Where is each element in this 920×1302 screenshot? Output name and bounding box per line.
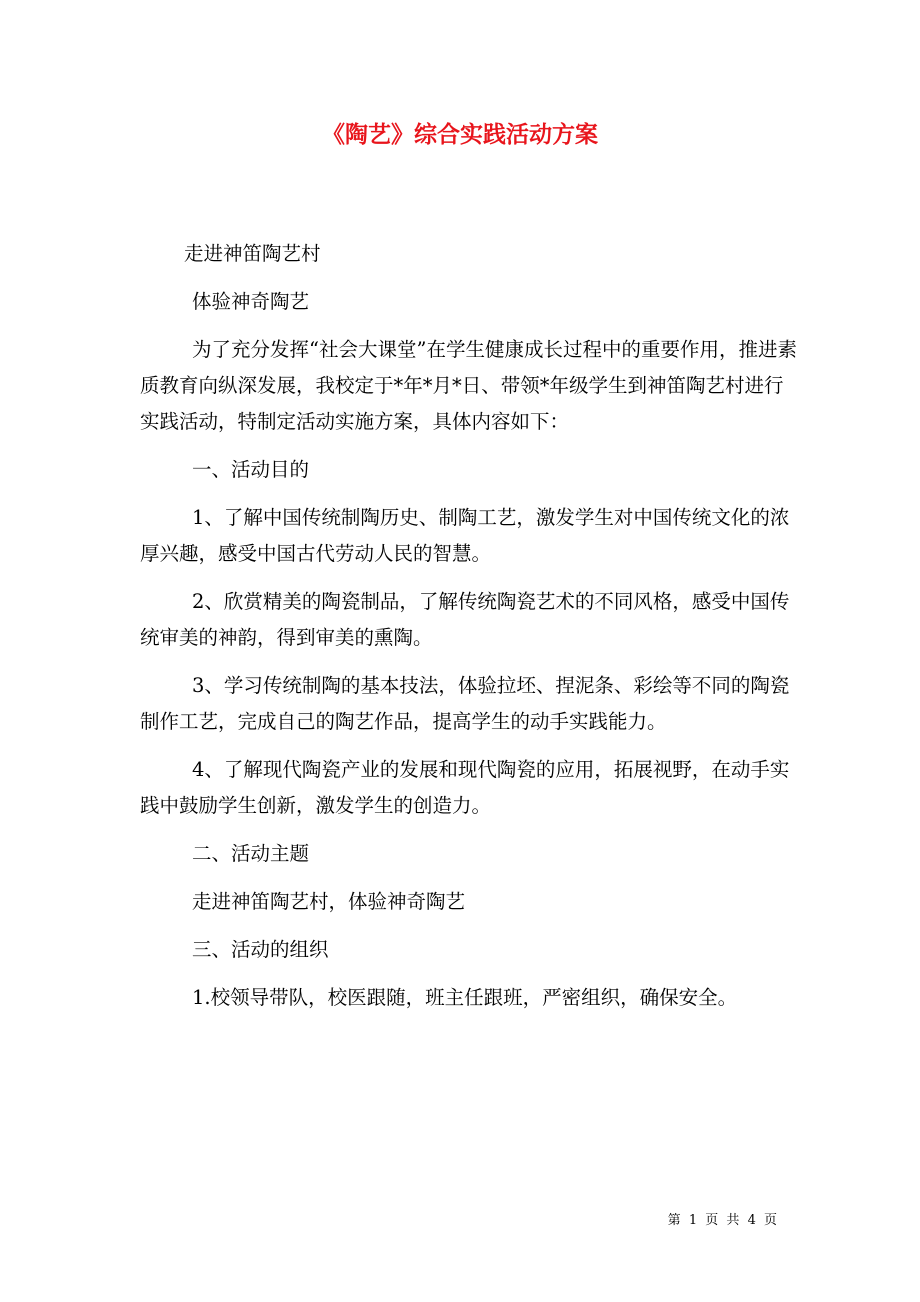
- purpose-item-2: 2、欣赏精美的陶瓷制品，了解传统陶瓷艺术的不同风格，感受中国传统审美的神韵，得到审美的熏陶。: [140, 590, 790, 649]
- footer-page-prefix: 第: [667, 1213, 681, 1228]
- subheading-experience: 体验神奇陶艺: [192, 290, 310, 313]
- theme-text: 走进神笛陶艺村，体验神奇陶艺: [192, 890, 466, 913]
- footer-total-pages: 4: [747, 1213, 756, 1228]
- section-heading-purpose: 一、活动目的: [192, 458, 310, 481]
- purpose-item-1: 1、了解中国传统制陶历史、制陶工艺，激发学生对中国传统文化的浓厚兴趣，感受中国古代劳动人民的智慧。: [140, 506, 790, 565]
- purpose-item-4: 4、了解现代陶瓷产业的发展和现代陶瓷的应用，拓展视野，在动手实践中鼓励学生创新，激发学生的创造力。: [140, 758, 790, 817]
- footer-page-number: 1: [688, 1213, 698, 1228]
- section-heading-theme: 二、活动主题: [192, 842, 310, 865]
- page-footer: [0, 1212, 779, 1230]
- footer-total-prefix: 共: [726, 1213, 740, 1228]
- section-heading-organization: 三、活动的组织: [192, 938, 329, 961]
- document-title: 《陶艺》综合实践活动方案: [322, 121, 598, 148]
- footer-total-unit: 页: [763, 1213, 777, 1228]
- document-body: [140, 236, 802, 1016]
- purpose-item-3: 3、学习传统制陶的基本技法，体验拉坯、捏泥条、彩绘等不同的陶瓷制作工艺，完成自己的陶艺作品，提高学生的动手实践能力。: [140, 674, 790, 733]
- intro-paragraph: 为了充分发挥“社会大课堂”在学生健康成长过程中的重要作用，推进素质教育向纵深发展，我校定于*年*月*日、带领*年级学生到神笛陶艺村进行实践活动，特制定活动实施方案，具体内容如下：: [140, 338, 797, 433]
- subheading-visit: 走进神笛陶艺村: [184, 242, 321, 265]
- organization-item-1: 1.校领导带队，校医跟随，班主任跟班，严密组织，确保安全。: [192, 986, 738, 1009]
- footer-page-unit: 页: [705, 1213, 719, 1228]
